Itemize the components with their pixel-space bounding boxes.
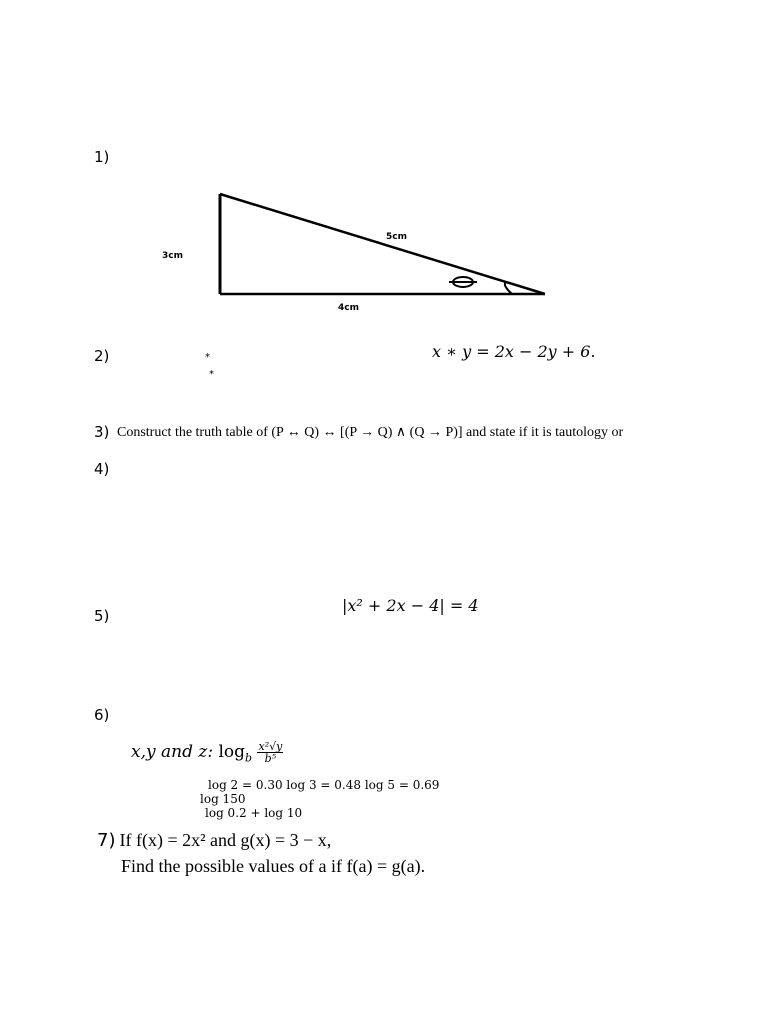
question-7-number: 7) bbox=[97, 830, 116, 851]
triangle-hypotenuse bbox=[220, 194, 545, 294]
question-2-star-1: * bbox=[205, 352, 210, 363]
question-2-star-2: * bbox=[209, 369, 214, 380]
question-6-expression bbox=[131, 741, 283, 764]
question-7-line-2: Find the possible values of a if f(a) = g(a). bbox=[121, 856, 426, 876]
log-base: b bbox=[245, 751, 253, 765]
fraction-denominator: b⁵ bbox=[264, 752, 277, 765]
fraction-numerator: x²√y bbox=[258, 740, 283, 753]
question-2-equation: x ∗ y = 2x − 2y + 6. bbox=[432, 342, 596, 361]
log-prefix: log bbox=[218, 742, 246, 762]
question-7-line-1 bbox=[97, 830, 331, 851]
question-3-number: 3) bbox=[94, 423, 110, 441]
label-4cm: 4cm bbox=[338, 303, 359, 313]
question-6-given-values: log 2 = 0.30 log 3 = 0.48 log 5 = 0.69 bbox=[208, 778, 440, 792]
question-6-part-a: log 150 bbox=[200, 792, 246, 806]
question-6-vars: x,y and z: bbox=[131, 742, 214, 762]
right-triangle-diagram bbox=[150, 185, 560, 320]
question-3-text: Construct the truth table of (P ↔ Q) ↔ [(P → Q) ∧ (Q → P)] and state if it is tautology or bbox=[117, 425, 624, 440]
question-5-equation: |x² + 2x − 4| = 4 bbox=[342, 596, 479, 615]
label-3cm: 3cm bbox=[162, 251, 183, 261]
question-7-text-1: If f(x) = 2x² and g(x) = 3 − x, bbox=[119, 830, 332, 850]
question-1-number: 1) bbox=[94, 148, 110, 166]
question-4-number: 4) bbox=[94, 460, 110, 478]
label-5cm: 5cm bbox=[386, 232, 407, 242]
log-fraction bbox=[257, 741, 283, 764]
question-5-number: 5) bbox=[94, 607, 110, 625]
question-2-number: 2) bbox=[94, 347, 110, 365]
question-6-part-b: log 0.2 + log 10 bbox=[205, 806, 303, 820]
question-6-number: 6) bbox=[94, 706, 110, 724]
